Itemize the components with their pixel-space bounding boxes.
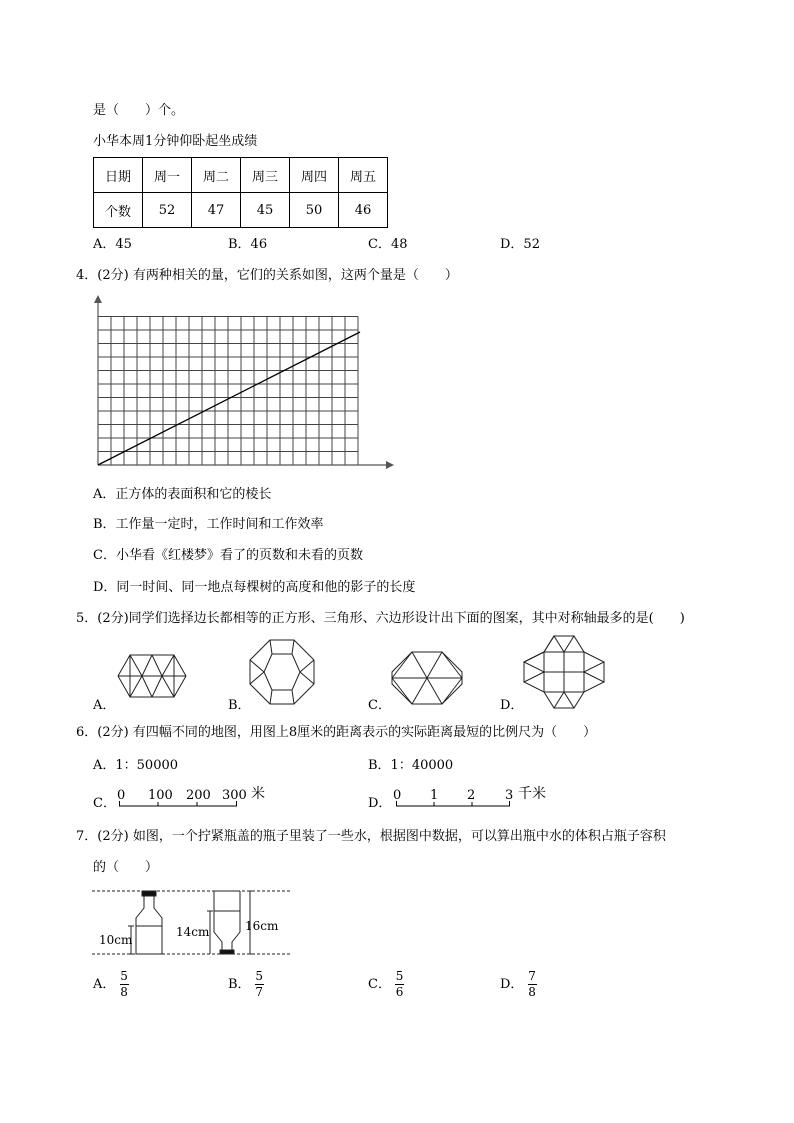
- pattern-d: [524, 636, 604, 708]
- q7-option-b[interactable]: [228, 970, 264, 999]
- q7-option-c[interactable]: [368, 970, 404, 999]
- height-label-14: 14cm: [176, 925, 210, 939]
- numerator: 7: [528, 969, 536, 983]
- numerator: 5: [395, 969, 404, 983]
- x-axis-arrow: [386, 461, 394, 469]
- height-label-10: 10cm: [99, 933, 133, 947]
- q3-option-b[interactable]: B．46: [228, 237, 268, 252]
- q7-option-d[interactable]: [500, 970, 537, 999]
- pattern-a: [118, 655, 186, 697]
- score-table: [93, 157, 388, 228]
- q5-label-a[interactable]: A．: [93, 698, 116, 713]
- option-label: D．: [500, 977, 524, 992]
- q3-option-c[interactable]: C．48: [368, 237, 408, 252]
- q5-label-d[interactable]: D．: [500, 698, 524, 713]
- scale-tick-label: 3: [505, 788, 514, 803]
- q4-option-d[interactable]: D．同一时间、同一地点每棵树的高度和他的影子的长度: [93, 580, 416, 595]
- numerator: 5: [120, 969, 128, 983]
- scale-tick-label: 0: [117, 788, 126, 803]
- q3-option-d[interactable]: D．52: [500, 237, 540, 252]
- scale-tick-label: 200: [186, 788, 211, 803]
- q4-line-graph: [88, 295, 398, 475]
- denominator: 8: [528, 985, 536, 999]
- fraction: [395, 970, 404, 999]
- scale-tick-label: 100: [148, 788, 173, 803]
- q7-option-a[interactable]: [93, 970, 129, 999]
- fraction: [528, 970, 537, 999]
- table-row: [94, 158, 388, 193]
- q5-stem: 5．(2分)同学们选择边长都相等的正方形、三角形、六边形设计出下面的图案，其中对称轴最多的是( ): [76, 611, 685, 626]
- table-cell: 周三: [241, 158, 290, 193]
- fraction: [120, 970, 129, 999]
- table-cell: 周四: [290, 158, 339, 193]
- scale-unit: 千米: [518, 786, 546, 802]
- q6-stem: 6．(2分) 有四幅不同的地图，用图上8厘米的距离表示的实际距离最短的比例尺为（ ）: [76, 725, 597, 740]
- table-cell: 50: [290, 193, 339, 228]
- table-cell: 46: [339, 193, 388, 228]
- option-label: B．: [228, 977, 251, 992]
- denominator: 6: [395, 985, 404, 999]
- table-cell: 个数: [94, 193, 143, 228]
- table-cell: 日期: [94, 158, 143, 193]
- q5-label-b[interactable]: B．: [228, 698, 251, 713]
- q3-table-title: 小华本周1分钟仰卧起坐成绩: [93, 134, 258, 149]
- y-axis-arrow: [94, 295, 102, 303]
- scale-line-d: [396, 800, 512, 808]
- q6-option-b[interactable]: B．1：40000: [368, 758, 454, 773]
- numerator: 5: [255, 969, 264, 983]
- graph-grid: [98, 317, 358, 466]
- scale-tick-label: 300: [222, 788, 247, 803]
- fraction: [255, 970, 264, 999]
- scale-line-c: [119, 800, 241, 808]
- option-label: C．: [368, 977, 391, 992]
- table-cell: 47: [192, 193, 241, 228]
- q7-stem-line1: 7．(2分) 如图，一个拧紧瓶盖的瓶子里装了一些水，根据图中数据，可以算出瓶中水的体积占瓶子容积: [76, 829, 666, 844]
- table-cell: 周一: [143, 158, 192, 193]
- q3-option-a[interactable]: A．45: [93, 237, 132, 252]
- scale-tick-label: 0: [393, 788, 402, 803]
- table-cell: 45: [241, 193, 290, 228]
- table-row: [94, 193, 388, 228]
- q4-option-c[interactable]: C．小华看《红楼梦》看了的页数和未看的页数: [93, 548, 363, 563]
- scale-unit: 米: [251, 786, 265, 802]
- denominator: 7: [255, 985, 264, 999]
- q6-option-d-label[interactable]: D．: [368, 796, 392, 811]
- table-cell: 周五: [339, 158, 388, 193]
- denominator: 8: [120, 985, 128, 999]
- q6-option-a[interactable]: A．1：50000: [93, 758, 179, 773]
- q4-stem: 4．(2分) 有两种相关的量，它们的关系如图，这两个量是（ ）: [76, 268, 458, 283]
- height-label-16: 16cm: [245, 919, 279, 933]
- option-label: A．: [93, 977, 116, 992]
- q4-option-b[interactable]: B．工作量一定时，工作时间和工作效率: [93, 517, 324, 532]
- q4-option-a[interactable]: A．正方体的表面积和它的棱长: [93, 487, 272, 502]
- q3-stem-tail: 是（ ）个。: [93, 103, 185, 118]
- table-cell: 52: [143, 193, 192, 228]
- table-cell: 周二: [192, 158, 241, 193]
- q5-label-c[interactable]: C．: [368, 698, 391, 713]
- pattern-b: [250, 640, 314, 704]
- scale-tick-label: 1: [430, 788, 439, 803]
- pattern-c: [392, 652, 462, 704]
- scale-tick-label: 2: [467, 788, 476, 803]
- q6-option-c-label[interactable]: C．: [93, 796, 116, 811]
- q7-stem-line2: 的（ ）: [93, 860, 159, 875]
